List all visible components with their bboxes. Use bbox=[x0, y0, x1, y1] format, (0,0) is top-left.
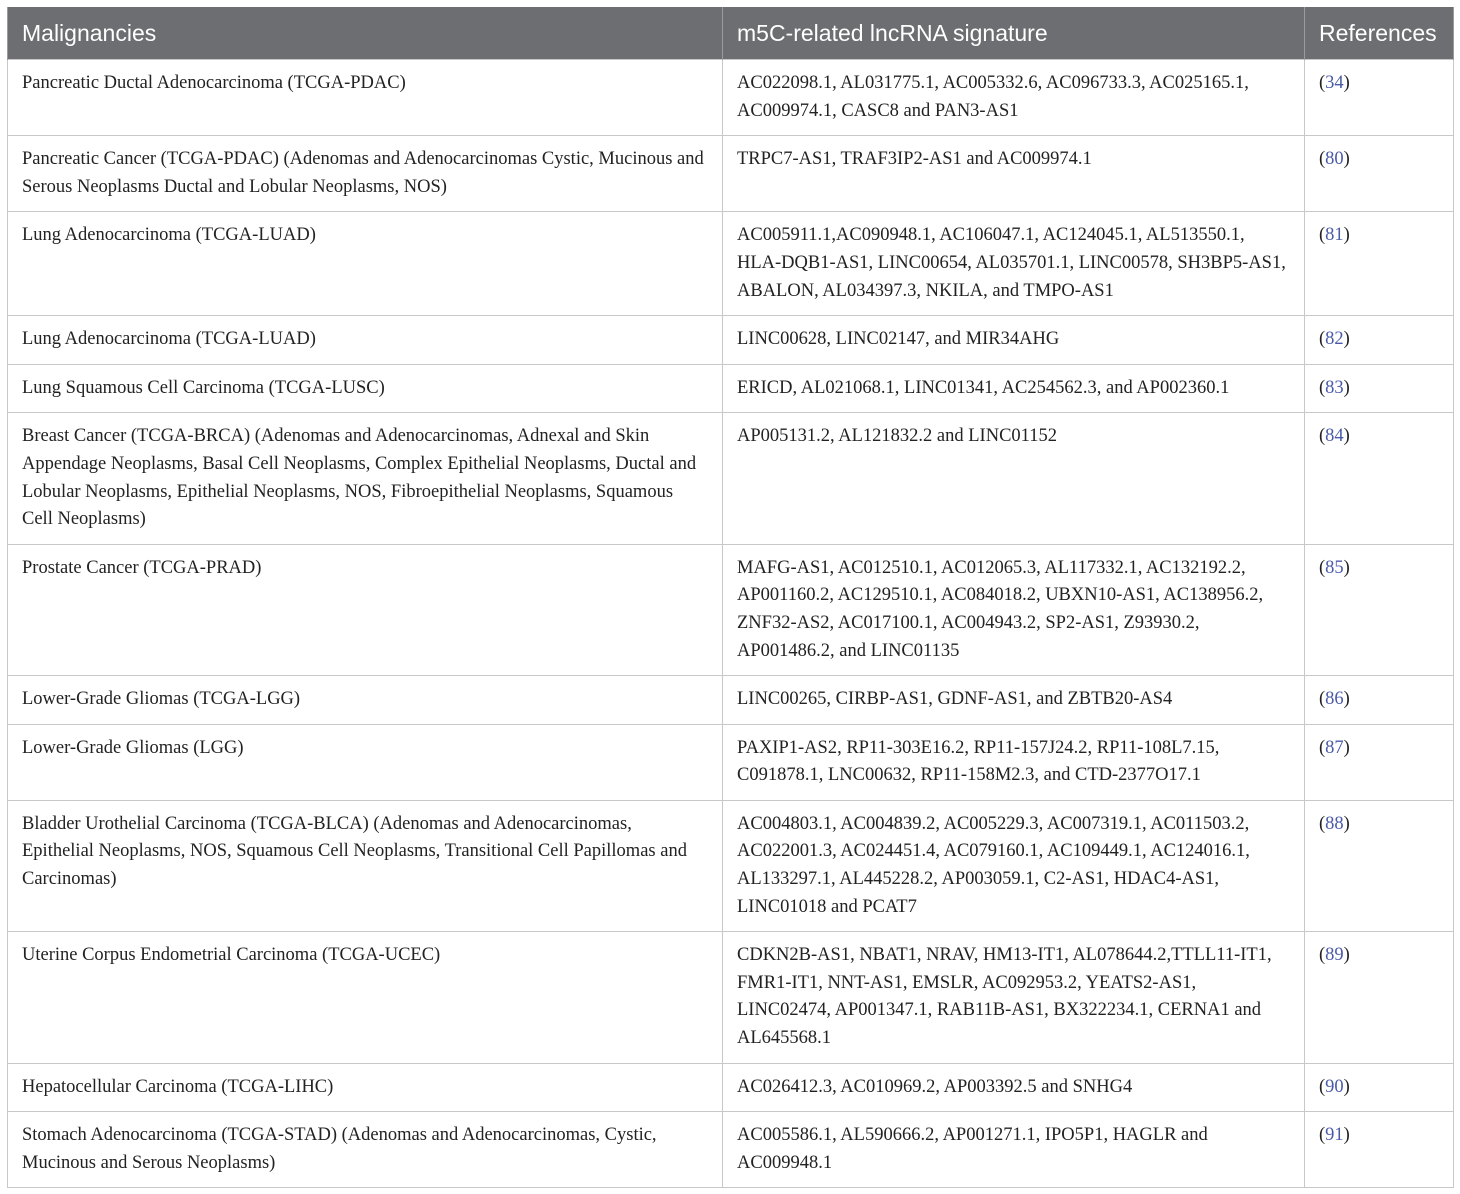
signature-cell: ERICD, AL021068.1, LINC01341, AC254562.3, and AP002360.1 bbox=[723, 364, 1305, 413]
table-row bbox=[8, 413, 1454, 544]
signature-cell: MAFG-AS1, AC012510.1, AC012065.3, AL117332.1, AC132192.2, AP001160.2, AC129510.1, AC084018.2, UBXN10-AS1, AC138956.2, ZNF32-AS2, AC017100.1, AC004943.2, SP2-AS1, Z93930.2, AP001486.2, and LINC01135 bbox=[723, 544, 1305, 675]
reference-link[interactable]: 88 bbox=[1325, 813, 1344, 834]
table-row bbox=[8, 724, 1454, 800]
signature-cell: LINC00628, LINC02147, and MIR34AHG bbox=[723, 316, 1305, 365]
table-row bbox=[8, 136, 1454, 212]
malignancy-cell: Pancreatic Ductal Adenocarcinoma (TCGA-PDAC) bbox=[8, 60, 723, 136]
header-malignancies: Malignancies bbox=[8, 7, 723, 60]
reference-link[interactable]: 80 bbox=[1325, 149, 1344, 170]
table-row bbox=[8, 1063, 1454, 1112]
reference-cell: (83) bbox=[1305, 364, 1454, 413]
reference-link[interactable]: 84 bbox=[1325, 426, 1344, 447]
reference-cell: (81) bbox=[1305, 212, 1454, 316]
table-row bbox=[8, 676, 1454, 725]
reference-link[interactable]: 83 bbox=[1325, 377, 1344, 398]
malignancy-cell: Lung Adenocarcinoma (TCGA-LUAD) bbox=[8, 212, 723, 316]
reference-link[interactable]: 85 bbox=[1325, 557, 1344, 578]
reference-cell: (88) bbox=[1305, 800, 1454, 931]
reference-link[interactable]: 90 bbox=[1325, 1076, 1344, 1097]
malignancy-cell: Stomach Adenocarcinoma (TCGA-STAD) (Adenomas and Adenocarcinomas, Cystic, Mucinous and Serous Neoplasms) bbox=[8, 1112, 723, 1188]
reference-cell: (82) bbox=[1305, 316, 1454, 365]
table-row bbox=[8, 212, 1454, 316]
table-row bbox=[8, 316, 1454, 365]
signature-cell: AC005586.1, AL590666.2, AP001271.1, IPO5P1, HAGLR and AC009948.1 bbox=[723, 1112, 1305, 1188]
malignancy-cell: Bladder Urothelial Carcinoma (TCGA-BLCA) (Adenomas and Adenocarcinomas, Epithelial Neoplasms, NOS, Squamous Cell Neoplasms, Transitional Cell Papillomas and Carcinomas) bbox=[8, 800, 723, 931]
table-row bbox=[8, 1112, 1454, 1188]
signature-cell: AC004803.1, AC004839.2, AC005229.3, AC007319.1, AC011503.2, AC022001.3, AC024451.4, AC079160.1, AC109449.1, AC124016.1, AL133297.1, AL445228.2, AP003059.1, C2-AS1, HDAC4-AS1, LINC01018 and PCAT7 bbox=[723, 800, 1305, 931]
signature-cell: AC005911.1,AC090948.1, AC106047.1, AC124045.1, AL513550.1, HLA-DQB1-AS1, LINC00654, AL035701.1, LINC00578, SH3BP5-AS1, ABALON, AL034397.3, NKILA, and TMPO-AS1 bbox=[723, 212, 1305, 316]
reference-cell: (34) bbox=[1305, 60, 1454, 136]
reference-cell: (84) bbox=[1305, 413, 1454, 544]
malignancy-cell: Prostate Cancer (TCGA-PRAD) bbox=[8, 544, 723, 675]
reference-link[interactable]: 87 bbox=[1325, 737, 1344, 758]
signature-cell: AC022098.1, AL031775.1, AC005332.6, AC096733.3, AC025165.1, AC009974.1, CASC8 and PAN3-AS1 bbox=[723, 60, 1305, 136]
table-row bbox=[8, 544, 1454, 675]
malignancy-cell: Lower-Grade Gliomas (TCGA-LGG) bbox=[8, 676, 723, 725]
malignancy-cell: Lung Adenocarcinoma (TCGA-LUAD) bbox=[8, 316, 723, 365]
reference-link[interactable]: 86 bbox=[1325, 689, 1344, 710]
reference-cell: (89) bbox=[1305, 932, 1454, 1063]
table-row bbox=[8, 800, 1454, 931]
reference-cell: (86) bbox=[1305, 676, 1454, 725]
signature-cell: AC026412.3, AC010969.2, AP003392.5 and SNHG4 bbox=[723, 1063, 1305, 1112]
header-row bbox=[8, 7, 1454, 60]
table-row bbox=[8, 60, 1454, 136]
header-references: References bbox=[1305, 7, 1454, 60]
reference-cell: (90) bbox=[1305, 1063, 1454, 1112]
malignancy-cell: Hepatocellular Carcinoma (TCGA-LIHC) bbox=[8, 1063, 723, 1112]
table-row bbox=[8, 364, 1454, 413]
malignancy-cell: Breast Cancer (TCGA-BRCA) (Adenomas and Adenocarcinomas, Adnexal and Skin Appendage Neoplasms, Basal Cell Neoplasms, Complex Epithelial Neoplasms, Ductal and Lobular Neoplasms, Epithelial Neoplasms, NOS, Fibroepithelial Neoplasms, Squamous Cell Neoplasms) bbox=[8, 413, 723, 544]
malignancy-cell: Pancreatic Cancer (TCGA-PDAC) (Adenomas and Adenocarcinomas Cystic, Mucinous and Serous Neoplasms Ductal and Lobular Neoplasms, NOS) bbox=[8, 136, 723, 212]
reference-cell: (85) bbox=[1305, 544, 1454, 675]
signature-cell: TRPC7-AS1, TRAF3IP2-AS1 and AC009974.1 bbox=[723, 136, 1305, 212]
reference-link[interactable]: 34 bbox=[1325, 73, 1344, 93]
signature-cell: CDKN2B-AS1, NBAT1, NRAV, HM13-IT1, AL078644.2,TTLL11-IT1, FMR1-IT1, NNT-AS1, EMSLR, AC092953.2, YEATS2-AS1, LINC02474, AP001347.1, RAB11B-AS1, BX322234.1, CERNA1 and AL645568.1 bbox=[723, 932, 1305, 1063]
reference-link[interactable]: 91 bbox=[1325, 1125, 1344, 1146]
table-row bbox=[8, 932, 1454, 1063]
signature-cell: PAXIP1-AS2, RP11-303E16.2, RP11-157J24.2, RP11-108L7.15, C091878.1, LNC00632, RP11-158M2.3, and CTD-2377O17.1 bbox=[723, 724, 1305, 800]
reference-cell: (91) bbox=[1305, 1112, 1454, 1188]
reference-link[interactable]: 82 bbox=[1325, 329, 1344, 350]
reference-link[interactable]: 81 bbox=[1325, 225, 1344, 246]
malignancy-cell: Lower-Grade Gliomas (LGG) bbox=[8, 724, 723, 800]
malignancy-cell: Lung Squamous Cell Carcinoma (TCGA-LUSC) bbox=[8, 364, 723, 413]
reference-cell: (80) bbox=[1305, 136, 1454, 212]
signature-cell: AP005131.2, AL121832.2 and LINC01152 bbox=[723, 413, 1305, 544]
reference-link[interactable]: 89 bbox=[1325, 945, 1344, 966]
signature-cell: LINC00265, CIRBP-AS1, GDNF-AS1, and ZBTB20-AS4 bbox=[723, 676, 1305, 725]
header-signature: m5C-related lncRNA signature bbox=[723, 7, 1305, 60]
lncrna-signature-table-container bbox=[7, 7, 1453, 1188]
malignancy-cell: Uterine Corpus Endometrial Carcinoma (TCGA-UCEC) bbox=[8, 932, 723, 1063]
reference-cell: (87) bbox=[1305, 724, 1454, 800]
lncrna-signature-table bbox=[7, 7, 1454, 1188]
table-header bbox=[8, 7, 1454, 60]
table-body bbox=[8, 60, 1454, 1188]
